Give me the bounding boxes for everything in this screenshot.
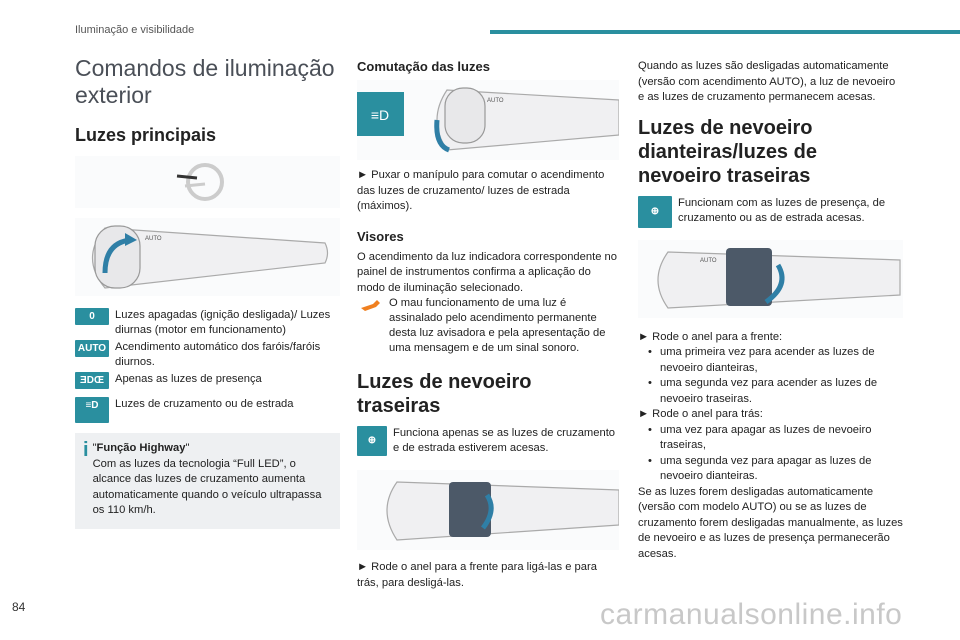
fog-text: Funcionam com as luzes de presença, de cruzamento ou as de estrada acesas.: [678, 196, 886, 224]
column-2: [357, 55, 619, 591]
steering-wheel-icon: [75, 156, 340, 208]
rear-fog-icon: ⊕: [357, 426, 387, 456]
light-stalk-drawing: [75, 218, 340, 296]
auto-lights-icon: AUTO: [75, 340, 109, 357]
closing-text: Se as luzes forem desligadas automaticamente (versão com modelo AUTO) ou se as luzes de cruzamento forem desligadas manualmente, as luzes de nevoeiro e as luzes de presença permanecerão acesas.: [638, 485, 903, 560]
section-title: Comandos de iluminação exterior: [75, 55, 335, 108]
back-title: ► Rode o anel para trás:: [638, 408, 763, 420]
heading-fog: Luzes de nevoeiro dianteiras/luzes de nevoeiro traseiras: [638, 116, 817, 187]
heading-visores: Visores: [357, 228, 404, 244]
switching-drawing: [357, 80, 619, 160]
item-text: Acendimento automático dos faróis/faróis diurnos.: [115, 341, 321, 368]
rear-fog-row: [357, 426, 619, 456]
fog-row: [638, 196, 903, 228]
heading-switching: Comutação das luzes: [357, 59, 490, 74]
dipped-beam-icon: ≡D: [75, 397, 109, 423]
rear-fog-action: ► Rode o anel para a frente para ligá-las e para trás, para desligá-las.: [357, 561, 597, 589]
forward-item: • uma primeira vez para acender as luzes de nevoeiro dianteiras,: [660, 345, 903, 376]
page-number: 84: [12, 600, 26, 614]
back-list: [638, 423, 903, 485]
page-header-title: Iluminação e visibilidade: [75, 24, 195, 36]
fog-drawing: [638, 240, 903, 318]
intro-text: Quando as luzes são desligadas automaticamente (versão com acendimento AUTO), a luz de nevoeiro e as luzes de cruzamento permanecem acesas.: [638, 60, 896, 103]
watermark: carmanualsonline.info: [600, 598, 903, 631]
info-icon: i: [83, 439, 89, 461]
svg-text:AUTO: AUTO: [487, 98, 504, 104]
visores-text: O acendimento da luz indicadora correspondente no painel de instrumentos confirma a aplicação do modo de iluminação selecionado.: [357, 250, 617, 294]
back-item: • uma vez para apagar as luzes de nevoeiro traseiras,: [660, 423, 903, 454]
item-text: Luzes de cruzamento ou de estrada: [115, 398, 294, 410]
item-auto: [75, 340, 340, 370]
heading-main-lights: Luzes principais: [75, 125, 217, 145]
item-text: Apenas as luzes de presença: [115, 373, 262, 385]
item-text: Luzes apagadas (ignição desligada)/ Luzes diurnas (motor em funcionamento): [115, 309, 331, 336]
forward-item: • uma segunda vez para acender as luzes de nevoeiro traseiras.: [660, 376, 903, 407]
svg-text:AUTO: AUTO: [700, 257, 717, 264]
rear-fog-text: Funciona apenas se as luzes de cruzamento e de estrada estiverem acesas.: [393, 427, 616, 454]
forward-title: ► Rode o anel para a frente:: [638, 330, 783, 343]
side-lights-icon: ƎDŒ: [75, 372, 109, 389]
lights-off-icon: 0: [75, 308, 109, 325]
switching-illustration: [357, 80, 619, 160]
light-stalk-illustration: [75, 218, 340, 296]
forward-list: [638, 345, 903, 407]
heading-rear-fog: Luzes de nevoeiro traseiras: [357, 371, 532, 417]
malfunction-row: [357, 296, 619, 356]
svg-text:AUTO: AUTO: [145, 236, 162, 242]
steering-wheel-illustration: [75, 156, 340, 208]
fog-illustration: [638, 240, 903, 318]
switching-text: ► Puxar o manípulo para comutar o acendimento das luzes de cruzamento/ luzes de estrada (máximos).: [357, 169, 605, 212]
info-box-highway: i "Função Highway" Com as luzes da tecnologia “Full LED”, o alcance das luzes de cruzamento aumenta automaticamente quando o veículo ultrapassa os 110 km/h.: [75, 433, 340, 529]
rear-fog-illustration: [357, 470, 619, 550]
svg-text:≡D: ≡D: [370, 107, 390, 123]
info-title: Função Highway: [96, 442, 186, 454]
header-accent-bar: [490, 30, 960, 34]
rear-fog-drawing: [357, 470, 619, 550]
item-dipped-main: [75, 397, 340, 423]
column-1: [75, 55, 340, 529]
item-side-lights: [75, 372, 340, 389]
info-text: Com as luzes da tecnologia “Full LED”, o alcance das luzes de cruzamento aumenta automaticamente quando o veículo ultrapassa os 110 km/h.: [92, 457, 322, 516]
malfunction-text: O mau funcionamento de uma luz é assinalado pelo acendimento permanente desta luz avisadora e pela apresentação de uma mensagem e de um sinal sonoro.: [389, 297, 606, 354]
fog-lights-icon: ⊕: [638, 196, 672, 228]
wrench-warning-icon: [357, 296, 383, 316]
column-3: [638, 55, 903, 562]
item-lights-off: [75, 308, 340, 338]
back-item: • uma segunda vez para apagar as luzes de nevoeiro dianteiras.: [660, 454, 903, 485]
